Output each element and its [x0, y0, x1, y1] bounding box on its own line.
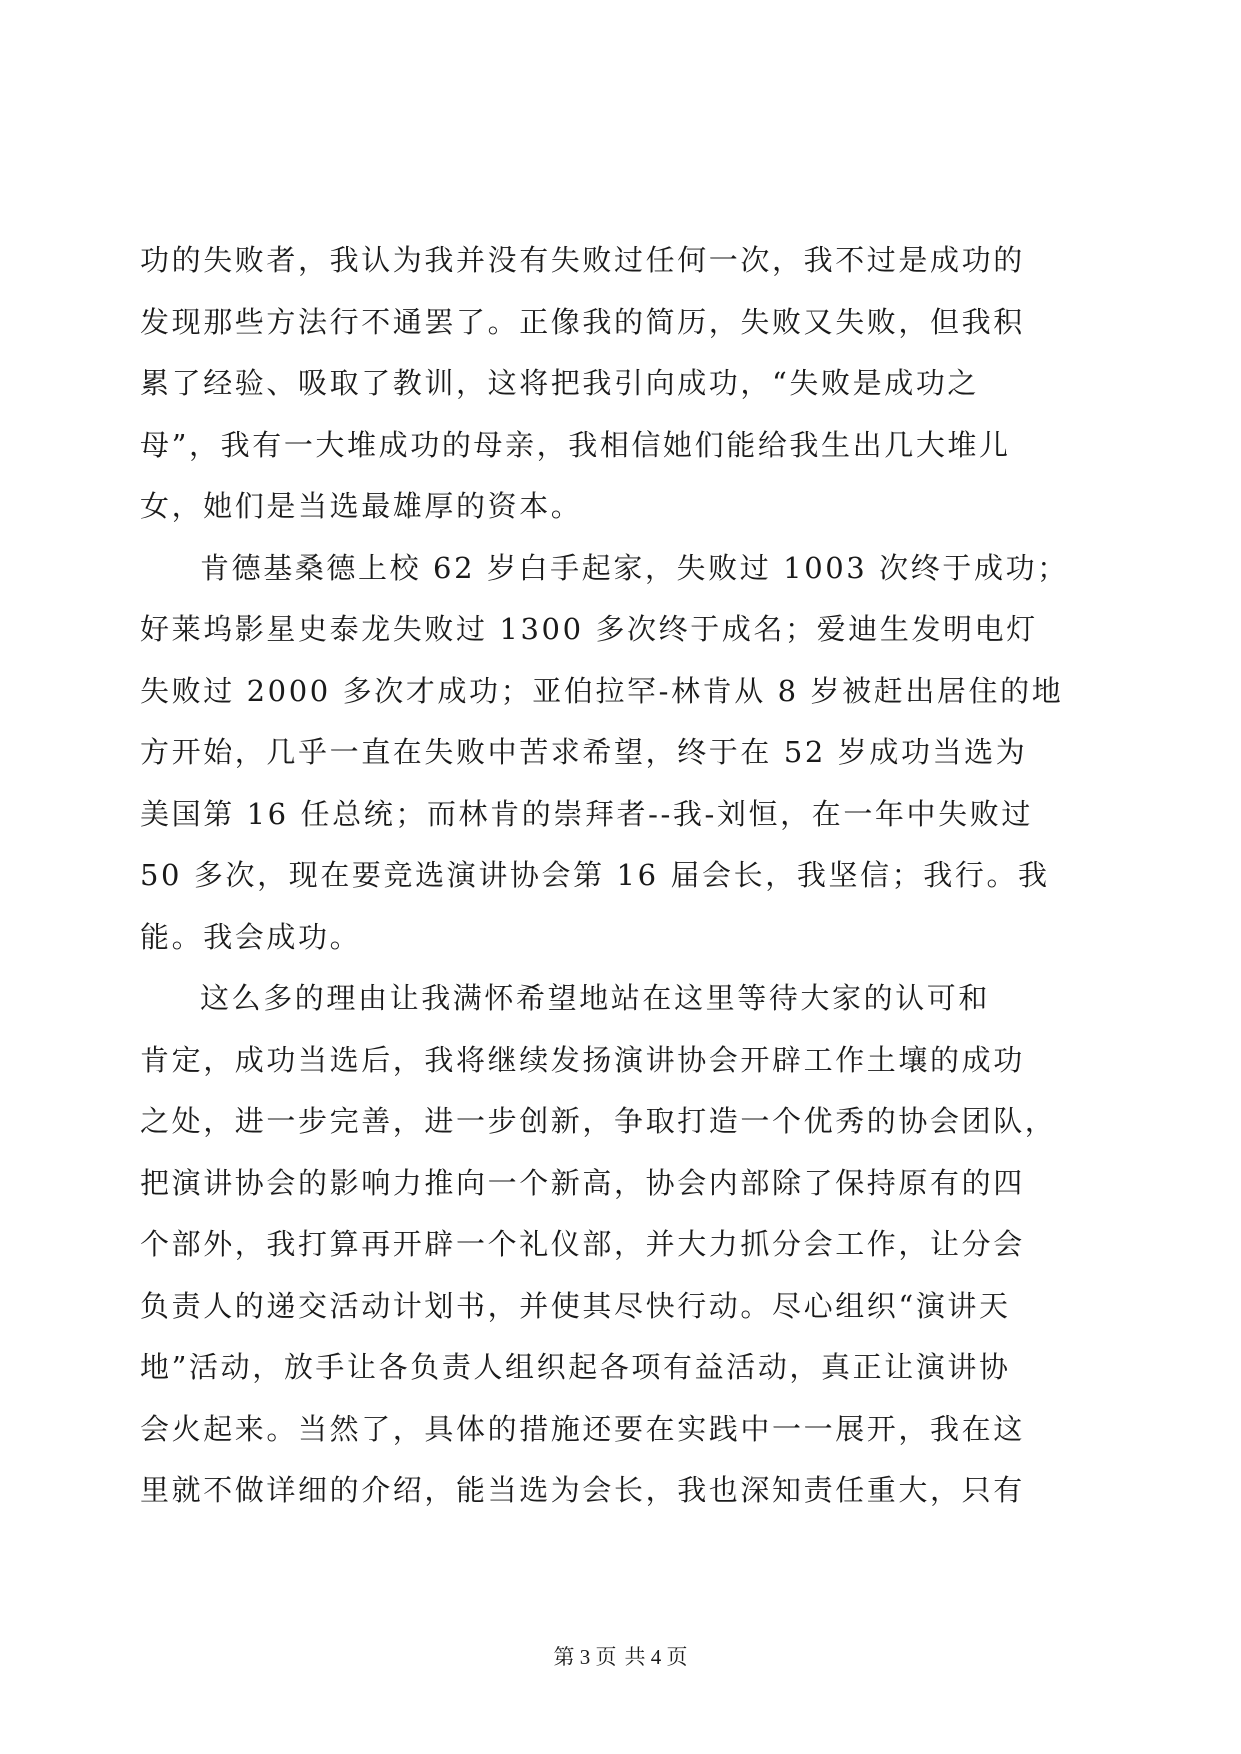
text-line-3: 累了经验、吸取了教训，这将把我引向成功，“失败是成功之 [140, 366, 980, 400]
text-line-1: 功的失败者，我认为我并没有失败过任何一次，我不过是成功的 [140, 243, 1025, 277]
text-line-5: 女，她们是当选最雄厚的资本。 [140, 489, 583, 523]
paragraph-3-line-1: 这么多的理由让我满怀希望地站在这里等待大家的认可和 [200, 981, 991, 1015]
text-line-14: 肯定，成功当选后，我将继续发扬演讲协会开辟工作土壤的成功 [140, 1042, 1025, 1077]
text-line-9: 方开始，几乎一直在失败中苦求希望，终于在 52 岁成功当选为 [140, 735, 1028, 769]
text-line-8: 失败过 2000 多次才成功；亚伯拉罕-林肯从 8 岁被赶出居住的地 [140, 673, 1064, 708]
page-number: 第 3 页 [553, 1645, 617, 1669]
text-line-4: 母”，我有一大堆成功的母亲，我相信她们能给我生出几大堆儿 [140, 427, 1011, 462]
paragraph-2-line-1: 肯德基桑德上校 62 岁白手起家，失败过 1003 次终于成功； [200, 550, 1069, 585]
document-body [140, 230, 1095, 1522]
text-line-21: 里就不做详细的介绍，能当选为会长，我也深知责任重大，只有 [140, 1473, 1025, 1507]
text-line-19: 地”活动，放手让各负责人组织起各项有益活动，真正让演讲协 [140, 1350, 1011, 1384]
text-line-17: 个部外，我打算再开辟一个礼仪部，并大力抓分会工作，让分会 [140, 1227, 1025, 1261]
text-line-11: 50 多次，现在要竞选演讲协会第 16 届会长，我坚信；我行。我 [140, 858, 1050, 892]
page-footer [0, 1641, 1241, 1671]
text-line-20: 会火起来。当然了，具体的措施还要在实践中一一展开，我在这 [140, 1411, 1025, 1446]
text-line-15: 之处，进一步完善，进一步创新，争取打造一个优秀的协会团队， [140, 1104, 1057, 1138]
text-line-7: 好莱坞影星史泰龙失败过 1300 多次终于成名；爱迪生发明电灯 [140, 612, 1038, 646]
text-line-2: 发现那些方法行不通罢了。正像我的简历，失败又失败，但我积 [140, 304, 1025, 339]
text-line-10: 美国第 16 任总统；而林肯的崇拜者--我-刘恒，在一年中失败过 [140, 796, 1033, 831]
text-line-16: 把演讲协会的影响力推向一个新高，协会内部除了保持原有的四 [140, 1165, 1025, 1200]
page-total: 共 4 页 [624, 1645, 688, 1669]
text-line-18: 负责人的递交活动计划书，并使其尽快行动。尽心组织“演讲天 [140, 1288, 1011, 1323]
text-line-12: 能。我会成功。 [140, 919, 362, 954]
